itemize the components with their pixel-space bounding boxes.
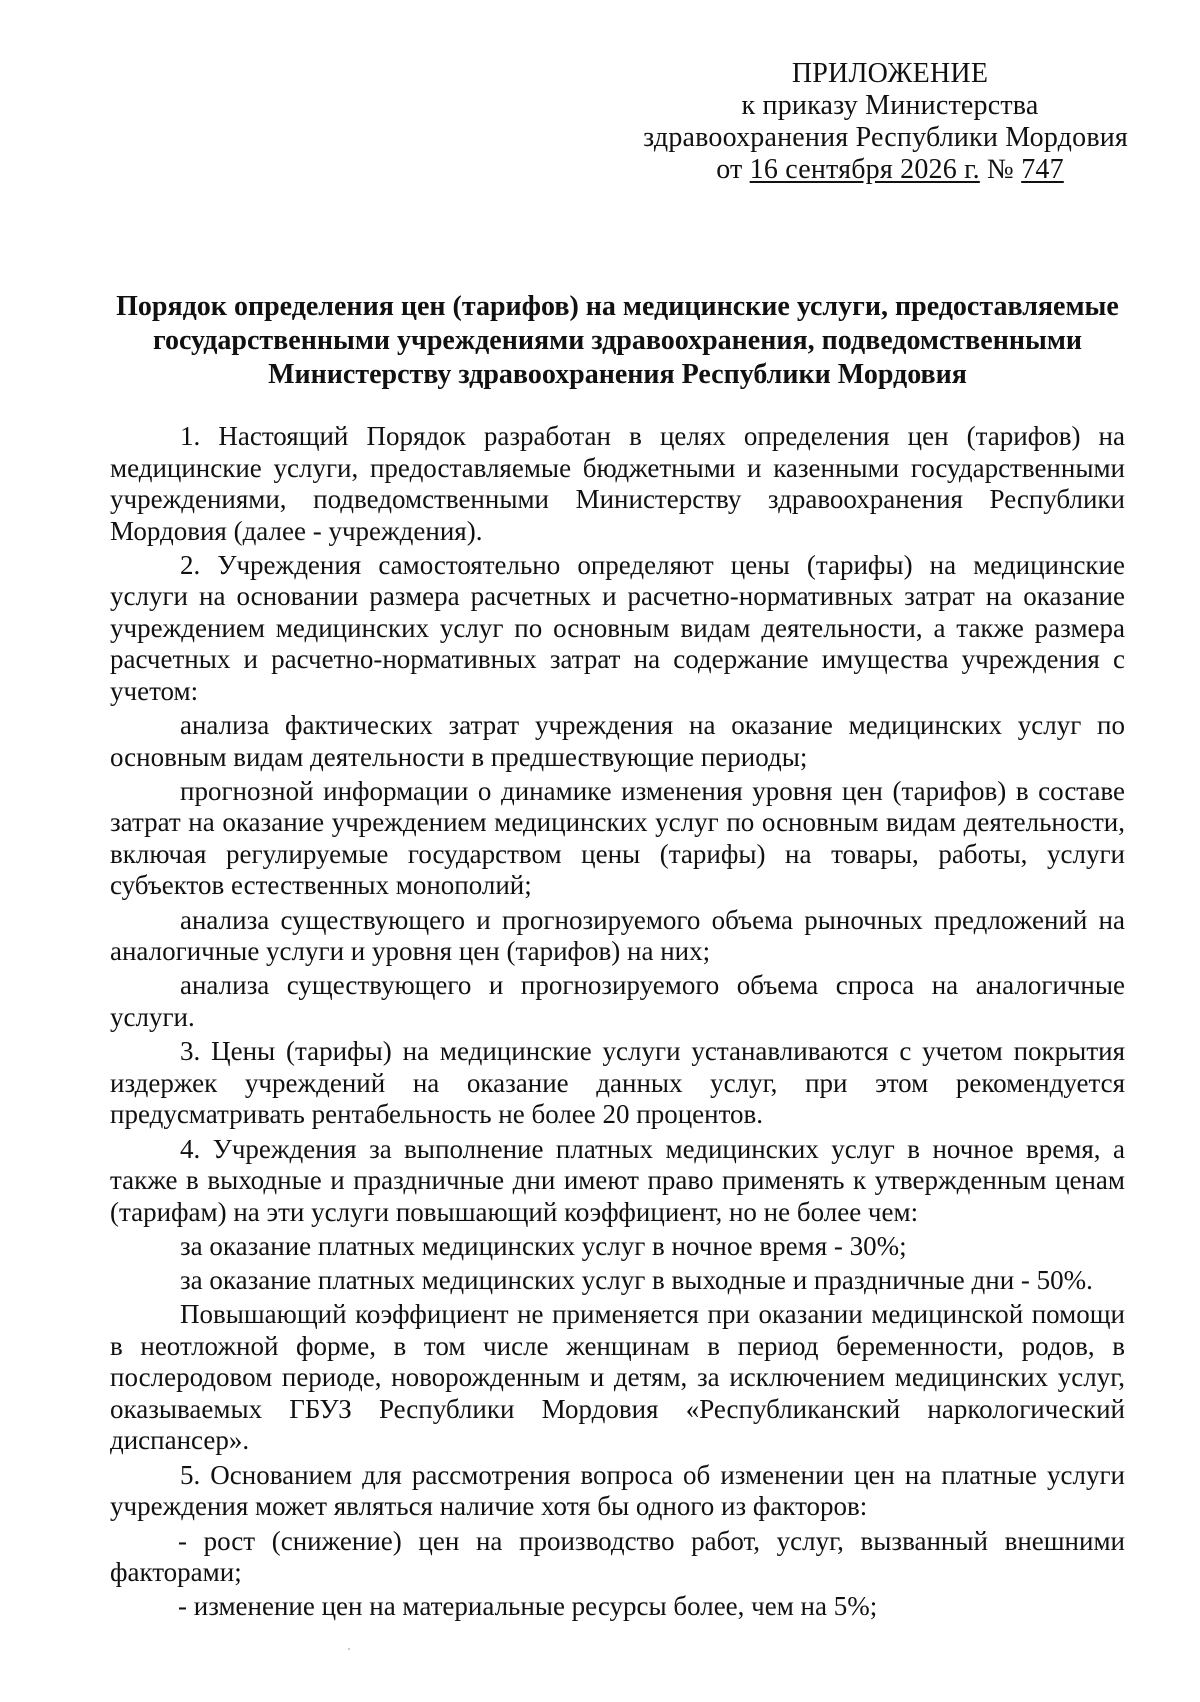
- paragraph-2-item-market-supply: анализа существующего и прогнозируемого объема рыночных предложений на аналогичные услуги и уровня цен (тарифов) на них;: [110, 904, 1125, 967]
- title-line: Министерству здравоохранения Республики Мордовия: [268, 359, 967, 390]
- appendix-date-line: [640, 154, 1140, 186]
- document-body: [110, 421, 1125, 1626]
- paragraph-5-item-price-change: - рост (снижение) цен на производство работ, услуг, вызванный внешними факторами;: [110, 1525, 1125, 1588]
- paragraph-4-exception: Повышающий коэффициент не применяется при оказании медицинской помощи в неотложной форме, в том числе женщинам в период беременности, родов, в послеродовом периоде, новорожденным и детям, за исключением медицинских услуг, оказываемых ГБУЗ Республики Мордовия «Республиканский наркологический диспансер».: [110, 1299, 1125, 1456]
- paragraph-3: 3. Цены (тарифы) на медицинские услуги устанавливаются с учетом покрытия издержек учреждений на оказание данных услуг, при этом рекомендуется предусматривать рентабельность не более 20 процентов.: [110, 1036, 1125, 1130]
- order-date: 16 сентября 2026 г.: [749, 154, 980, 185]
- appendix-ministry-name: здравоохранения Республики Мордовия: [643, 122, 1128, 153]
- document-title: [110, 290, 1125, 392]
- paragraph-2-item-actual-costs: анализа фактических затрат учреждения на оказание медицинских услуг по основным видам деятельности в предшествующие периоды;: [110, 710, 1125, 772]
- paragraph-5: 5. Основанием для рассмотрения вопроса об изменении цен на платные услуги учреждения может являться наличие хотя бы одного из факторов:: [110, 1459, 1125, 1522]
- paragraph-5-item-materials: - изменение цен на материальные ресурсы более, чем на 5%;: [178, 1591, 878, 1622]
- paragraph-4: 4. Учреждения за выполнение платных медицинских услуг в ночное время, а также в выходные и праздничные дни имеют право применять к утвержденным ценам (тарифам) на эти услуги повышающий коэффициент, но не более чем:: [110, 1133, 1125, 1227]
- title-line: Порядок определения цен (тарифов) на медицинские услуги, предоставляемые: [116, 291, 1119, 322]
- order-number: 747: [1021, 154, 1064, 185]
- paragraph-4-item-night: за оказание платных медицинских услуг в ночное время - 30%;: [180, 1230, 907, 1261]
- scan-speck: [348, 1648, 350, 1650]
- paragraph-2-item-forecast: прогнозной информации о динамике изменения уровня цен (тарифов) в составе затрат на оказание учреждением медицинских услуг по основным видам деятельности, включая регулируемые государством цены (тарифы) на товары, работы, услуги субъектов естественных монополий;: [110, 775, 1125, 901]
- paragraph-4-item-holidays: за оказание платных медицинских услуг в выходные и праздничные дни - 50%.: [180, 1265, 1093, 1296]
- number-prefix: №: [979, 154, 1022, 185]
- appendix-header: [640, 58, 1140, 186]
- paragraph-2-item-demand: анализа существующего и прогнозируемого объема спроса на аналогичные услуги.: [110, 970, 1125, 1032]
- date-prefix: от: [716, 154, 750, 185]
- appendix-title: ПРИЛОЖЕНИЕ: [791, 58, 989, 89]
- paragraph-1: 1. Настоящий Порядок разработан в целях определения цен (тарифов) на медицинские услуги, предоставляемые бюджетными и казенными государственными учреждениями, подведомственными Министерству здравоохранения Республики Мордовия (далее - учреждения).: [110, 421, 1125, 546]
- appendix-order-reference: к приказу Министерства: [741, 90, 1039, 121]
- title-line: государственными учреждениями здравоохранения, подведомственными: [152, 325, 1083, 356]
- paragraph-2: 2. Учреждения самостоятельно определяют цены (тарифы) на медицинские услуги на основании размера расчетных и расчетно-нормативных затрат на оказание учреждением медицинских услуг по основным видам деятельности, а также размера расчетных и расчетно-нормативных затрат на содержание имущества учреждения с учетом:: [110, 549, 1125, 706]
